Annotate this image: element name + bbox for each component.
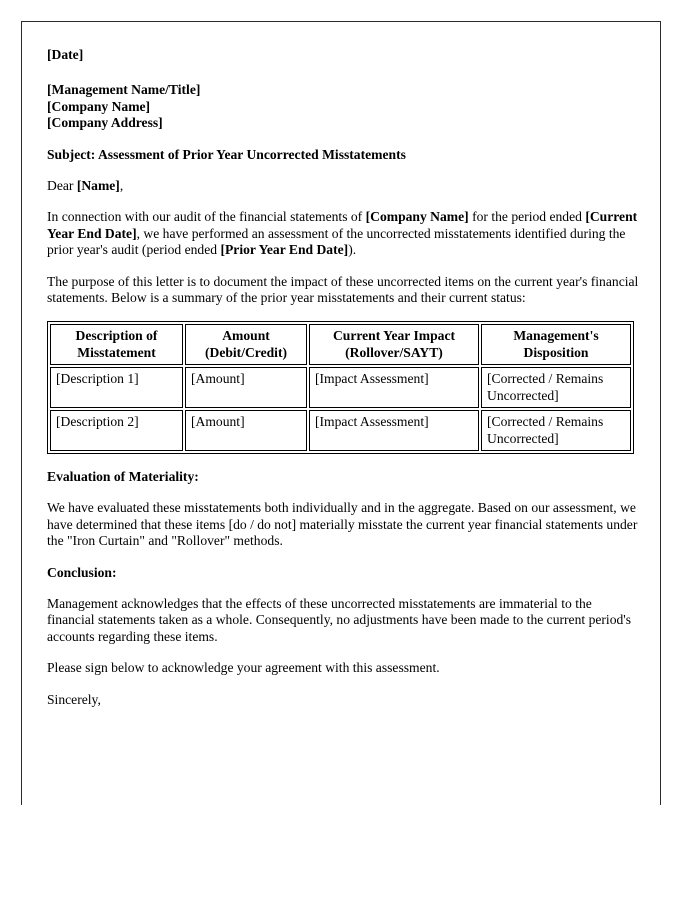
intro-part-4: ).: [348, 242, 357, 258]
prior-year-end-placeholder: [Prior Year End Date]: [220, 242, 349, 258]
cell-disposition: [Corrected / Remains Uncorrected]: [481, 410, 631, 451]
column-header-management-disposition: Management's Disposition: [481, 324, 631, 365]
recipient-block: [47, 82, 639, 131]
column-header-current-year-impact: Current Year Impact (Rollover/SAYT): [309, 324, 479, 365]
spacer: [47, 306, 639, 321]
column-header-description: Description of Misstatement: [50, 324, 183, 365]
intro-part-3: , we have performed an assessment of the uncorrected misstatements identified during the prior year's audit (period ended: [47, 225, 626, 258]
misstatement-table: [47, 321, 634, 453]
materiality-paragraph: We have evaluated these misstatements both individually and in the aggregate. Based on our assessment, we have determined that these items [do / do not] materially misstate the current year financial statements under the "Iron Curtain" and "Rollover" methods.: [47, 500, 638, 549]
table-header-row: [50, 324, 631, 365]
intro-part-2: for the period ended: [468, 209, 586, 225]
cell-description: [Description 2]: [50, 410, 183, 451]
cell-amount: [Amount]: [185, 410, 307, 451]
spacer: [47, 132, 639, 147]
company-name-placeholder: [Company Name]: [365, 209, 469, 225]
purpose-paragraph: The purpose of this letter is to document the impact of these uncorrected items on the current year's financial statements. Below is a summary of the prior year misstatements and their current status:: [47, 273, 639, 306]
spacer: [47, 677, 639, 692]
closing-line: Sincerely,: [47, 691, 101, 707]
spacer: [47, 550, 639, 565]
recipient-line-management: [Management Name/Title]: [47, 82, 201, 98]
salutation-prefix: Dear: [47, 178, 77, 194]
current-year-end-placeholder: [Current Year End Date]: [47, 209, 638, 241]
spacer: [47, 163, 639, 178]
table-row: [50, 410, 631, 451]
cell-impact: [Impact Assessment]: [309, 367, 479, 408]
spacer: [47, 194, 639, 209]
conclusion-heading: Conclusion:: [47, 564, 117, 580]
intro-paragraph: [47, 209, 639, 258]
spacer: [47, 63, 639, 82]
letter-document: [47, 47, 639, 708]
salutation-name-placeholder: [Name]: [76, 178, 120, 194]
spacer: [47, 454, 639, 469]
recipient-line-company: [Company Name]: [47, 98, 151, 114]
cell-amount: [Amount]: [185, 367, 307, 408]
salutation-suffix: ,: [119, 178, 124, 194]
recipient-line-address: [Company Address]: [47, 115, 163, 131]
spacer: [47, 581, 639, 596]
spacer: [47, 485, 639, 500]
cell-disposition: [Corrected / Remains Uncorrected]: [481, 367, 631, 408]
table-row: [50, 367, 631, 408]
subject-line: Subject: Assessment of Prior Year Uncorrected Misstatements: [47, 146, 406, 162]
intro-part-1: In connection with our audit of the financial statements of: [47, 209, 366, 225]
date-placeholder: [Date]: [47, 47, 84, 62]
cell-description: [Description 1]: [50, 367, 183, 408]
salutation: [47, 178, 639, 194]
cell-impact: [Impact Assessment]: [309, 410, 479, 451]
spacer: [47, 259, 639, 274]
spacer: [47, 645, 639, 660]
column-header-amount: Amount (Debit/Credit): [185, 324, 307, 365]
signature-request-line: Please sign below to acknowledge your agreement with this assessment.: [47, 660, 440, 676]
materiality-heading: Evaluation of Materiality:: [47, 468, 199, 484]
conclusion-paragraph: Management acknowledges that the effects of these uncorrected misstatements are immaterial to the financial statements taken as a whole. Consequently, no adjustments have been made to the current period's accounts regarding these items.: [47, 595, 632, 644]
